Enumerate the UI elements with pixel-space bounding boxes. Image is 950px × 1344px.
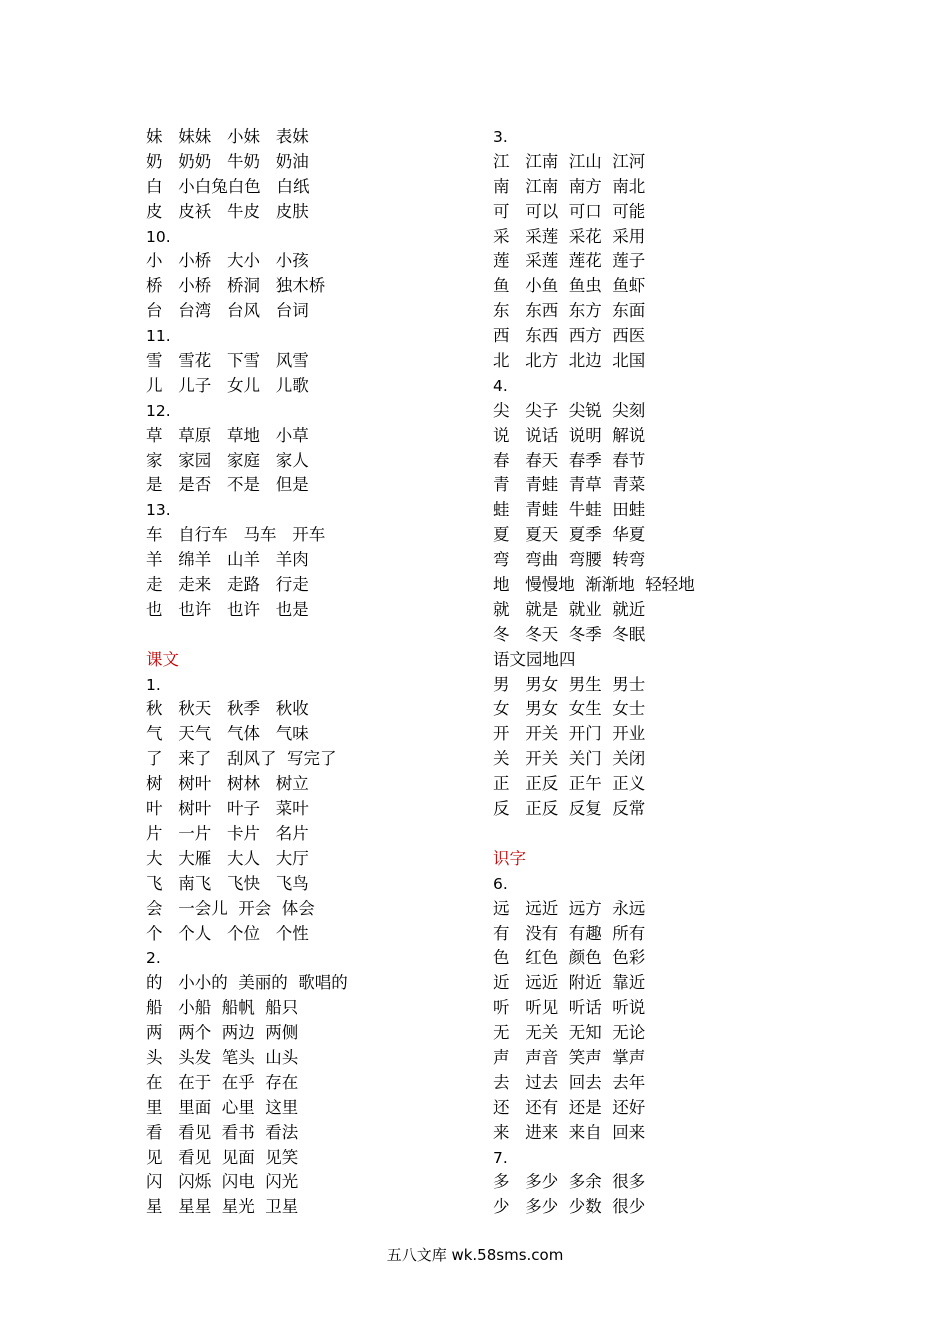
vocab-row: 语文园地四 xyxy=(493,649,576,669)
vocab-row: 奶 奶奶 牛奶 奶油 xyxy=(146,151,309,171)
lesson-number: 4. xyxy=(493,376,508,395)
vocab-row: 听 听见 听话 听说 xyxy=(493,998,646,1018)
vocab-row: 西 东西 西方 西医 xyxy=(493,326,646,346)
section-heading: 识字 xyxy=(493,848,526,868)
lesson-number: 1. xyxy=(146,675,161,694)
vocab-row: 莲 采莲 莲花 莲子 xyxy=(493,251,646,271)
vocab-row: 冬 冬天 冬季 冬眠 xyxy=(493,624,646,644)
vocab-row: 树 树叶 树林 树立 xyxy=(146,774,309,794)
vocab-row: 无 无关 无知 无论 xyxy=(493,1023,646,1043)
vocab-row: 台 台湾 台风 台词 xyxy=(146,301,309,321)
lesson-number: 13. xyxy=(146,501,171,520)
vocab-row: 的 小小的 美丽的 歌唱的 xyxy=(146,973,348,993)
vocab-row: 色 红色 颜色 色彩 xyxy=(493,948,646,968)
vocab-row: 反 正反 反复 反常 xyxy=(493,799,646,819)
lesson-number: 6. xyxy=(493,874,508,893)
vocab-row: 是 是否 不是 但是 xyxy=(146,475,309,495)
vocab-row: 采 采莲 采花 采用 xyxy=(493,226,646,246)
vocab-row: 还 还有 还是 还好 xyxy=(493,1097,646,1117)
vocab-row: 也 也许 也许 也是 xyxy=(146,599,309,619)
vocab-row: 儿 儿子 女儿 儿歌 xyxy=(146,375,309,395)
vocab-row: 在 在于 在乎 存在 xyxy=(146,1072,299,1092)
vocab-row: 两 两个 两边 两侧 xyxy=(146,1023,299,1043)
vocab-row: 走 走来 走路 行走 xyxy=(146,575,309,595)
vocab-row: 气 天气 气体 气味 xyxy=(146,724,309,744)
vocab-row: 开 开关 开门 开业 xyxy=(493,724,646,744)
vocab-row: 白 小白兔白色 白纸 xyxy=(146,176,310,196)
vocab-row: 个 个人 个位 个性 xyxy=(146,923,309,943)
vocab-row: 雪 雪花 下雪 风雪 xyxy=(146,351,309,371)
vocab-row: 有 没有 有趣 所有 xyxy=(493,923,646,943)
vocab-row: 了 来了 刮风了 写完了 xyxy=(146,749,337,769)
vocab-row: 男 男女 男生 男士 xyxy=(493,674,646,694)
left-column xyxy=(146,125,476,1220)
vocab-row: 家 家园 家庭 家人 xyxy=(146,450,309,470)
vocab-row: 就 就是 就业 就近 xyxy=(493,599,646,619)
vocab-row: 闪 闪烁 闪电 闪光 xyxy=(146,1172,299,1192)
vocab-row: 尖 尖子 尖锐 尖刻 xyxy=(493,400,646,420)
vocab-row: 见 看见 见面 见笑 xyxy=(146,1147,299,1167)
vocab-row: 远 远近 远方 永远 xyxy=(493,898,646,918)
vocab-row: 秋 秋天 秋季 秋收 xyxy=(146,699,309,719)
vocab-row: 大 大雁 大人 大厅 xyxy=(146,848,309,868)
vocab-row: 北 北方 北边 北国 xyxy=(493,351,646,371)
vocab-row: 声 声音 笑声 掌声 xyxy=(493,1047,646,1067)
vocab-row: 南 江南 南方 南北 xyxy=(493,176,646,196)
vocab-row: 羊 绵羊 山羊 羊肉 xyxy=(146,550,309,570)
vocab-row: 青 青蛙 青草 青菜 xyxy=(493,475,646,495)
vocab-row: 头 头发 笔头 山头 xyxy=(146,1047,299,1067)
lesson-number: 12. xyxy=(146,401,171,420)
vocab-row: 里 里面 心里 这里 xyxy=(146,1097,299,1117)
vocab-row: 东 东西 东方 东面 xyxy=(493,301,646,321)
vocab-row: 车 自行车 马车 开车 xyxy=(146,525,326,545)
vocab-row: 蛙 青蛙 牛蛙 田蛙 xyxy=(493,500,646,520)
vocab-row: 皮 皮袄 牛皮 皮肤 xyxy=(146,201,309,221)
vocab-row: 会 一会儿 开会 体会 xyxy=(146,898,315,918)
vocab-row: 鱼 小鱼 鱼虫 鱼虾 xyxy=(493,276,646,296)
right-column xyxy=(493,125,823,1220)
vocab-row: 近 远近 附近 靠近 xyxy=(493,973,646,993)
vocab-row: 星 星星 星光 卫星 xyxy=(146,1197,299,1217)
vocab-row: 正 正反 正午 正义 xyxy=(493,774,646,794)
vocab-row: 来 进来 来自 回来 xyxy=(493,1122,646,1142)
spacer xyxy=(146,623,476,648)
vocab-row: 船 小船 船帆 船只 xyxy=(146,998,299,1018)
lesson-number: 3. xyxy=(493,128,508,146)
vocab-row: 叶 树叶 叶子 菜叶 xyxy=(146,799,309,819)
vocab-row: 桥 小桥 桥洞 独木桥 xyxy=(146,276,326,296)
vocab-row: 多 多少 多余 很多 xyxy=(493,1172,646,1192)
vocab-row: 片 一片 卡片 名片 xyxy=(146,823,309,843)
vocab-row: 夏 夏天 夏季 华夏 xyxy=(493,525,646,545)
vocab-row: 去 过去 回去 去年 xyxy=(493,1072,646,1092)
vocab-row: 看 看见 看书 看法 xyxy=(146,1122,299,1142)
vocab-row: 女 男女 女生 女士 xyxy=(493,699,646,719)
vocab-row: 可 可以 可口 可能 xyxy=(493,201,646,221)
page-footer: 五八文库 wk.58sms.com xyxy=(386,1246,564,1264)
vocab-row: 春 春天 春季 春节 xyxy=(493,450,646,470)
lesson-number: 11. xyxy=(146,327,171,346)
vocab-row: 弯 弯曲 弯腰 转弯 xyxy=(493,550,646,570)
vocab-row: 小 小桥 大小 小孩 xyxy=(146,251,309,271)
vocab-row: 江 江南 江山 江河 xyxy=(493,151,646,171)
vocab-row: 地 慢慢地 渐渐地 轻轻地 xyxy=(493,575,695,595)
vocab-row: 飞 南飞 飞快 飞鸟 xyxy=(146,873,309,893)
vocab-row: 妹 妹妹 小妹 表妹 xyxy=(146,127,309,146)
vocab-row: 草 草原 草地 小草 xyxy=(146,425,309,445)
spacer xyxy=(493,822,823,847)
lesson-number: 7. xyxy=(493,1148,508,1167)
lesson-number: 10. xyxy=(146,227,171,246)
vocab-row: 关 开关 关门 关闭 xyxy=(493,749,646,769)
section-heading: 课文 xyxy=(146,649,179,669)
vocab-row: 少 多少 少数 很少 xyxy=(493,1197,646,1217)
vocab-row: 说 说话 说明 解说 xyxy=(493,425,646,445)
lesson-number: 2. xyxy=(146,949,161,968)
